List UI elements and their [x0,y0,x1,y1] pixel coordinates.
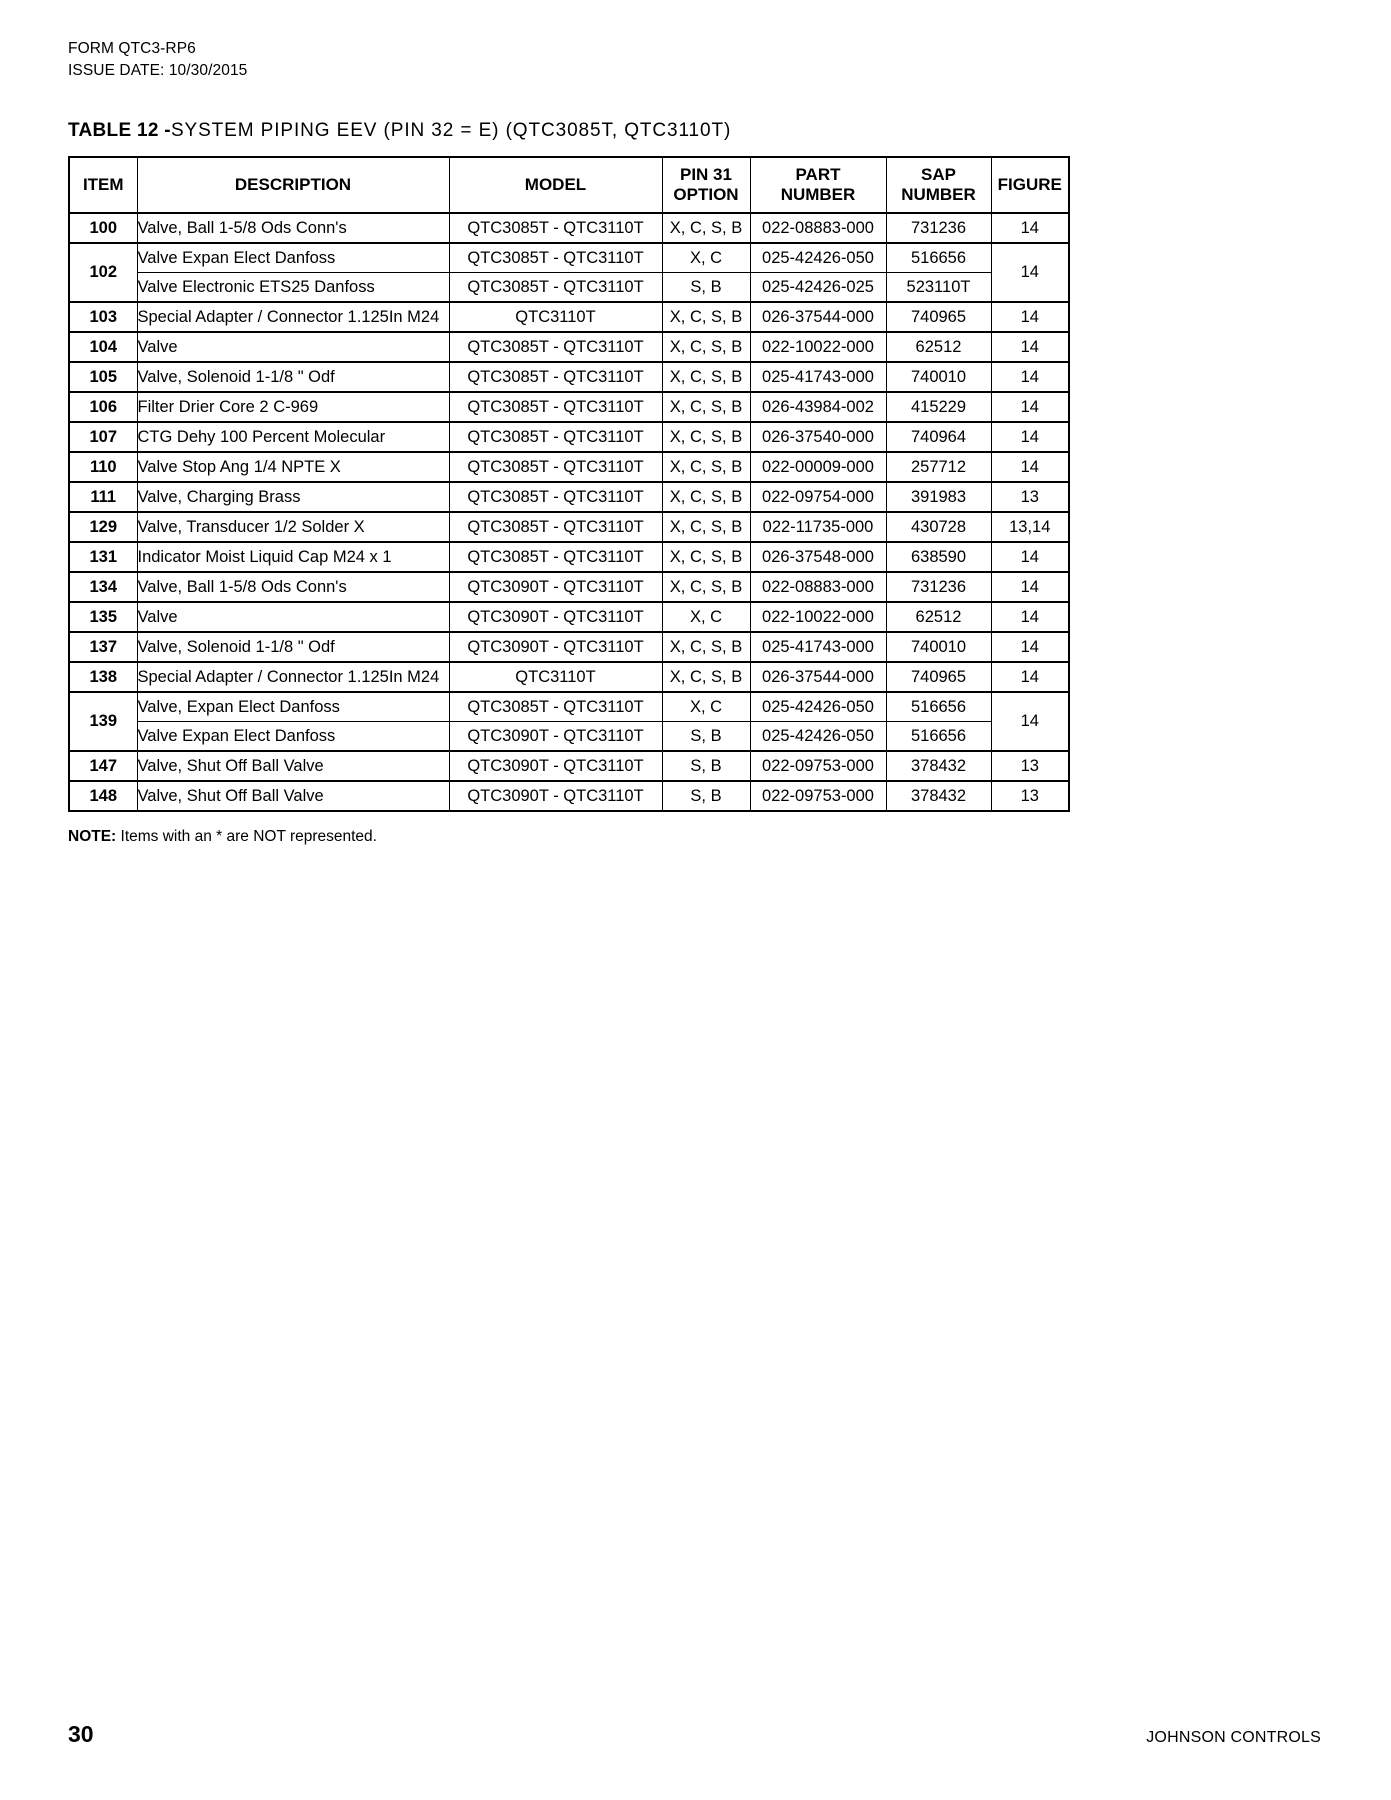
cell-item: 137 [69,632,137,662]
column-header-sap-line2: NUMBER [901,185,976,205]
cell-model: QTC3090T - QTC3110T [449,781,662,811]
cell-item: 131 [69,542,137,572]
table-title [68,120,1321,142]
cell-part-number: 022-00009-000 [750,452,886,482]
cell-part-number: 026-37540-000 [750,422,886,452]
note-label: NOTE: [68,828,117,846]
cell-description: Valve, Ball 1-5/8 Ods Conn's [137,213,449,243]
cell-pin31-option: X, C, S, B [662,302,750,332]
cell-part-number: 022-10022-000 [750,602,886,632]
cell-description: Valve Stop Ang 1/4 NPTE X [137,452,449,482]
cell-model: QTC3090T - QTC3110T [449,722,662,752]
document-header [68,38,1321,82]
table-row [69,273,1069,303]
cell-pin31-option: X, C, S, B [662,392,750,422]
cell-description: Valve Expan Elect Danfoss [137,243,449,273]
cell-sap-number: 516656 [886,692,991,722]
column-header-part-number [750,157,886,213]
cell-figure: 14 [991,362,1069,392]
cell-pin31-option: S, B [662,781,750,811]
column-header-item: ITEM [69,157,137,213]
cell-model: QTC3085T - QTC3110T [449,482,662,512]
cell-sap-number: 740965 [886,302,991,332]
table-row [69,722,1069,752]
cell-model: QTC3085T - QTC3110T [449,542,662,572]
column-header-sap-number [886,157,991,213]
table-row [69,572,1069,602]
cell-description: Valve, Solenoid 1-1/8 " Odf [137,362,449,392]
cell-sap-number: 731236 [886,572,991,602]
table-row [69,392,1069,422]
cell-pin31-option: X, C, S, B [662,362,750,392]
cell-figure: 14 [991,422,1069,452]
cell-figure: 13 [991,751,1069,781]
cell-description: Valve, Charging Brass [137,482,449,512]
cell-item: 111 [69,482,137,512]
cell-pin31-option: X, C, S, B [662,422,750,452]
cell-model: QTC3085T - QTC3110T [449,422,662,452]
cell-item: 138 [69,662,137,692]
column-header-part-line1: PART [795,165,841,184]
cell-pin31-option: S, B [662,273,750,303]
cell-sap-number: 391983 [886,482,991,512]
cell-figure: 14 [991,452,1069,482]
cell-part-number: 025-42426-050 [750,692,886,722]
cell-description: Valve Electronic ETS25 Danfoss [137,273,449,303]
cell-model: QTC3090T - QTC3110T [449,751,662,781]
cell-model: QTC3110T [449,302,662,332]
cell-figure: 14 [991,692,1069,751]
cell-model: QTC3085T - QTC3110T [449,392,662,422]
cell-model: QTC3090T - QTC3110T [449,572,662,602]
cell-figure: 14 [991,572,1069,602]
cell-description: Valve, Ball 1-5/8 Ods Conn's [137,572,449,602]
column-header-model: MODEL [449,157,662,213]
cell-item: 139 [69,692,137,751]
table-row [69,751,1069,781]
cell-part-number: 022-10022-000 [750,332,886,362]
table-row [69,512,1069,542]
table-title-text: SYSTEM PIPING EEV (PIN 32 = E) (QTC3085T, QTC3110T) [170,120,732,141]
cell-pin31-option: X, C, S, B [662,512,750,542]
cell-sap-number: 740010 [886,362,991,392]
cell-item: 129 [69,512,137,542]
cell-part-number: 022-08883-000 [750,572,886,602]
cell-part-number: 022-09754-000 [750,482,886,512]
cell-pin31-option: X, C, S, B [662,572,750,602]
cell-pin31-option: X, C, S, B [662,632,750,662]
table-row [69,422,1069,452]
cell-model: QTC3085T - QTC3110T [449,213,662,243]
cell-item: 147 [69,751,137,781]
cell-pin31-option: X, C [662,692,750,722]
parts-table-body [69,213,1069,811]
cell-sap-number: 740964 [886,422,991,452]
cell-part-number: 026-43984-002 [750,392,886,422]
cell-item: 110 [69,452,137,482]
cell-part-number: 026-37544-000 [750,662,886,692]
cell-model: QTC3085T - QTC3110T [449,332,662,362]
table-row [69,781,1069,811]
cell-figure: 14 [991,332,1069,362]
table-title-label: TABLE 12 - [68,120,171,141]
cell-description: Valve Expan Elect Danfoss [137,722,449,752]
issue-date: ISSUE DATE: 10/30/2015 [68,62,248,79]
cell-figure: 14 [991,632,1069,662]
table-header-row [69,157,1069,213]
cell-figure: 13,14 [991,512,1069,542]
cell-sap-number: 731236 [886,213,991,243]
cell-item: 134 [69,572,137,602]
cell-item: 104 [69,332,137,362]
cell-model: QTC3085T - QTC3110T [449,362,662,392]
cell-sap-number: 740010 [886,632,991,662]
column-header-description: DESCRIPTION [137,157,449,213]
cell-description: Indicator Moist Liquid Cap M24 x 1 [137,542,449,572]
cell-description: CTG Dehy 100 Percent Molecular [137,422,449,452]
table-row [69,602,1069,632]
cell-part-number: 022-11735-000 [750,512,886,542]
cell-model: QTC3110T [449,662,662,692]
cell-sap-number: 740965 [886,662,991,692]
table-row [69,692,1069,722]
cell-item: 100 [69,213,137,243]
table-row [69,482,1069,512]
table-note [68,828,1321,846]
cell-figure: 14 [991,302,1069,332]
cell-model: QTC3085T - QTC3110T [449,243,662,273]
cell-sap-number: 378432 [886,781,991,811]
cell-item: 103 [69,302,137,332]
cell-description: Valve, Expan Elect Danfoss [137,692,449,722]
column-header-part-line2: NUMBER [780,185,856,205]
note-text: Items with an * are NOT represented. [120,828,377,846]
cell-part-number: 022-09753-000 [750,781,886,811]
form-number: FORM QTC3-RP6 [68,40,196,57]
table-row [69,362,1069,392]
cell-pin31-option: X, C, S, B [662,213,750,243]
cell-model: QTC3085T - QTC3110T [449,273,662,303]
cell-description: Valve, Shut Off Ball Valve [137,781,449,811]
cell-part-number: 025-42426-050 [750,243,886,273]
cell-pin31-option: X, C, S, B [662,542,750,572]
cell-part-number: 026-37548-000 [750,542,886,572]
cell-part-number: 022-08883-000 [750,213,886,243]
cell-sap-number: 516656 [886,722,991,752]
cell-pin31-option: X, C, S, B [662,332,750,362]
cell-pin31-option: X, C, S, B [662,662,750,692]
column-header-pin31-line1: PIN 31 [680,165,732,184]
column-header-pin31-option [662,157,750,213]
cell-sap-number: 257712 [886,452,991,482]
table-row [69,243,1069,273]
cell-figure: 13 [991,781,1069,811]
cell-figure: 14 [991,542,1069,572]
cell-model: QTC3090T - QTC3110T [449,632,662,662]
cell-description: Valve [137,332,449,362]
cell-sap-number: 523110T [886,273,991,303]
cell-figure: 14 [991,213,1069,243]
brand-name: JOHNSON CONTROLS [1146,1729,1321,1746]
cell-description: Valve, Shut Off Ball Valve [137,751,449,781]
cell-part-number: 025-41743-000 [750,632,886,662]
cell-pin31-option: X, C, S, B [662,482,750,512]
cell-part-number: 025-42426-025 [750,273,886,303]
table-row [69,213,1069,243]
cell-description: Special Adapter / Connector 1.125In M24 [137,662,449,692]
cell-part-number: 025-41743-000 [750,362,886,392]
cell-model: QTC3085T - QTC3110T [449,692,662,722]
cell-model: QTC3085T - QTC3110T [449,512,662,542]
cell-item: 106 [69,392,137,422]
cell-figure: 14 [991,392,1069,422]
table-row [69,542,1069,572]
table-row [69,662,1069,692]
cell-description: Valve, Solenoid 1-1/8 " Odf [137,632,449,662]
cell-part-number: 022-09753-000 [750,751,886,781]
cell-sap-number: 62512 [886,332,991,362]
cell-item: 102 [69,243,137,302]
cell-pin31-option: X, C [662,243,750,273]
cell-item: 135 [69,602,137,632]
cell-pin31-option: X, C [662,602,750,632]
table-row [69,632,1069,662]
cell-item: 105 [69,362,137,392]
cell-item: 107 [69,422,137,452]
cell-sap-number: 516656 [886,243,991,273]
cell-sap-number: 415229 [886,392,991,422]
cell-sap-number: 378432 [886,751,991,781]
cell-description: Valve [137,602,449,632]
cell-sap-number: 638590 [886,542,991,572]
table-row [69,452,1069,482]
cell-pin31-option: X, C, S, B [662,452,750,482]
cell-figure: 14 [991,243,1069,302]
cell-figure: 13 [991,482,1069,512]
page-number: 30 [68,1721,94,1747]
column-header-sap-line1: SAP [921,165,956,184]
cell-description: Filter Drier Core 2 C-969 [137,392,449,422]
cell-sap-number: 62512 [886,602,991,632]
cell-sap-number: 430728 [886,512,991,542]
cell-figure: 14 [991,602,1069,632]
parts-table [68,156,1070,812]
cell-description: Special Adapter / Connector 1.125In M24 [137,302,449,332]
column-header-figure: FIGURE [991,157,1069,213]
cell-model: QTC3085T - QTC3110T [449,452,662,482]
cell-pin31-option: S, B [662,751,750,781]
cell-model: QTC3090T - QTC3110T [449,602,662,632]
cell-description: Valve, Transducer 1/2 Solder X [137,512,449,542]
column-header-pin31-line2: OPTION [673,185,739,205]
cell-part-number: 025-42426-050 [750,722,886,752]
cell-part-number: 026-37544-000 [750,302,886,332]
table-row [69,332,1069,362]
cell-figure: 14 [991,662,1069,692]
cell-pin31-option: S, B [662,722,750,752]
cell-item: 148 [69,781,137,811]
page-footer [68,1721,1321,1748]
table-row [69,302,1069,332]
